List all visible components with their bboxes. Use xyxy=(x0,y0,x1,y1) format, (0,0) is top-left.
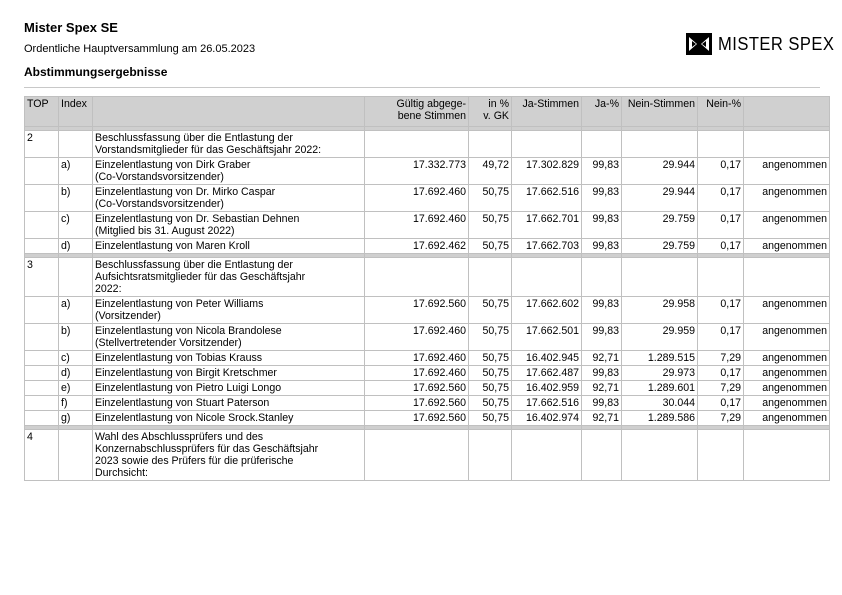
agenda-number: 4 xyxy=(25,430,59,481)
yes-votes: 17.662.701 xyxy=(512,212,582,239)
yes-percent: 99,83 xyxy=(582,297,622,324)
table-header-row xyxy=(25,97,830,127)
empty-cell xyxy=(744,258,830,297)
agenda-number: 2 xyxy=(25,131,59,158)
no-votes: 29.944 xyxy=(622,185,698,212)
item-description xyxy=(93,239,365,254)
item-description-line: (Co-Vorstandsvorsitzender) xyxy=(95,198,224,210)
col-no-votes: Nein-Stimmen xyxy=(622,97,698,127)
no-votes: 29.958 xyxy=(622,297,698,324)
percent-capital: 50,75 xyxy=(469,297,512,324)
empty-cell xyxy=(25,158,59,185)
results-table xyxy=(24,96,830,481)
document-title: Abstimmungsergebnisse xyxy=(24,65,168,79)
item-index: f) xyxy=(59,396,93,411)
valid-votes: 17.332.773 xyxy=(365,158,469,185)
valid-votes: 17.692.560 xyxy=(365,297,469,324)
header-divider xyxy=(24,87,820,88)
empty-cell xyxy=(59,258,93,297)
percent-capital: 50,75 xyxy=(469,185,512,212)
no-percent: 0,17 xyxy=(698,366,744,381)
item-description xyxy=(93,396,365,411)
empty-cell xyxy=(365,258,469,297)
item-index: a) xyxy=(59,297,93,324)
no-votes: 29.759 xyxy=(622,239,698,254)
empty-cell xyxy=(25,212,59,239)
percent-capital: 50,75 xyxy=(469,366,512,381)
table-row xyxy=(25,396,830,411)
item-description xyxy=(93,185,365,212)
table-row xyxy=(25,297,830,324)
no-percent: 0,17 xyxy=(698,212,744,239)
agenda-title xyxy=(93,131,365,158)
col-percent-capital xyxy=(469,97,512,127)
item-description xyxy=(93,297,365,324)
percent-capital: 50,75 xyxy=(469,351,512,366)
item-description-line: (Stellvertretender Vorsitzender) xyxy=(95,337,242,349)
yes-votes: 17.662.516 xyxy=(512,185,582,212)
item-description xyxy=(93,212,365,239)
valid-votes: 17.692.460 xyxy=(365,351,469,366)
col-pct-line1: in % xyxy=(488,98,509,110)
yes-percent: 99,83 xyxy=(582,212,622,239)
percent-capital: 50,75 xyxy=(469,239,512,254)
item-description-line: (Vorsitzender) xyxy=(95,310,161,322)
percent-capital: 50,75 xyxy=(469,324,512,351)
empty-cell xyxy=(59,131,93,158)
yes-votes: 17.662.487 xyxy=(512,366,582,381)
result-status: angenommen xyxy=(744,185,830,212)
item-description-line: Einzelentlastung von Pietro Luigi Longo xyxy=(95,382,282,394)
valid-votes: 17.692.560 xyxy=(365,411,469,426)
yes-percent: 99,83 xyxy=(582,185,622,212)
item-index: b) xyxy=(59,185,93,212)
agenda-title-line: 2023 sowie des Prüfers für die prüferische xyxy=(95,455,294,467)
valid-votes: 17.692.462 xyxy=(365,239,469,254)
empty-cell xyxy=(469,131,512,158)
item-description xyxy=(93,381,365,396)
agenda-title-line: Vorstandsmitglieder für das Geschäftsjahr 2022: xyxy=(95,144,322,156)
empty-cell xyxy=(59,430,93,481)
empty-cell xyxy=(512,258,582,297)
no-votes: 1.289.601 xyxy=(622,381,698,396)
result-status: angenommen xyxy=(744,297,830,324)
logo-mark-icon xyxy=(686,33,712,55)
table-row xyxy=(25,185,830,212)
empty-cell xyxy=(582,131,622,158)
company-name: Mister Spex SE xyxy=(24,20,118,35)
mister-spex-logo xyxy=(686,32,842,56)
empty-cell xyxy=(744,430,830,481)
no-votes: 29.759 xyxy=(622,212,698,239)
agenda-title-line: Durchsicht: xyxy=(95,467,148,479)
result-status: angenommen xyxy=(744,351,830,366)
empty-cell xyxy=(698,430,744,481)
empty-cell xyxy=(698,131,744,158)
valid-votes: 17.692.460 xyxy=(365,366,469,381)
item-description-line: Einzelentlastung von Nicole Srock.Stanley xyxy=(95,412,294,424)
no-votes: 29.973 xyxy=(622,366,698,381)
empty-cell xyxy=(698,258,744,297)
yes-votes: 16.402.974 xyxy=(512,411,582,426)
empty-cell xyxy=(25,366,59,381)
percent-capital: 50,75 xyxy=(469,396,512,411)
table-row xyxy=(25,411,830,426)
no-percent: 0,17 xyxy=(698,239,744,254)
yes-votes: 17.302.829 xyxy=(512,158,582,185)
empty-cell xyxy=(622,258,698,297)
no-percent: 0,17 xyxy=(698,158,744,185)
empty-cell xyxy=(25,185,59,212)
col-result xyxy=(744,97,830,127)
empty-cell xyxy=(365,131,469,158)
percent-capital: 50,75 xyxy=(469,411,512,426)
valid-votes: 17.692.460 xyxy=(365,185,469,212)
agenda-item-row xyxy=(25,430,830,481)
empty-cell xyxy=(25,411,59,426)
item-index: g) xyxy=(59,411,93,426)
agenda-title-line: Konzernabschlussprüfers für das Geschäftsjahr xyxy=(95,443,319,455)
item-index: a) xyxy=(59,158,93,185)
result-status: angenommen xyxy=(744,212,830,239)
table-row xyxy=(25,324,830,351)
empty-cell xyxy=(512,131,582,158)
item-description-line: (Co-Vorstandsvorsitzender) xyxy=(95,171,224,183)
item-description-line: Einzelentlastung von Peter Williams xyxy=(95,298,264,310)
item-index: c) xyxy=(59,351,93,366)
empty-cell xyxy=(744,131,830,158)
yes-votes: 17.662.516 xyxy=(512,396,582,411)
empty-cell xyxy=(25,297,59,324)
valid-votes: 17.692.560 xyxy=(365,381,469,396)
agenda-title xyxy=(93,430,365,481)
no-percent: 7,29 xyxy=(698,351,744,366)
agenda-title xyxy=(93,258,365,297)
item-index: e) xyxy=(59,381,93,396)
result-status: angenommen xyxy=(744,366,830,381)
yes-votes: 17.662.703 xyxy=(512,239,582,254)
empty-cell xyxy=(25,324,59,351)
item-description xyxy=(93,324,365,351)
agenda-item-row xyxy=(25,131,830,158)
item-description-line: (Mitglied bis 31. August 2022) xyxy=(95,225,235,237)
item-description-line: Einzelentlastung von Stuart Paterson xyxy=(95,397,270,409)
empty-cell xyxy=(469,258,512,297)
no-percent: 0,17 xyxy=(698,297,744,324)
col-valid-line1: Gültig abgege- xyxy=(396,98,466,110)
no-votes: 1.289.586 xyxy=(622,411,698,426)
result-status: angenommen xyxy=(744,324,830,351)
item-description xyxy=(93,366,365,381)
col-yes-percent: Ja-% xyxy=(582,97,622,127)
item-description-line: Einzelentlastung von Birgit Kretschmer xyxy=(95,367,277,379)
col-index: Index xyxy=(59,97,93,127)
table-row xyxy=(25,351,830,366)
no-votes: 1.289.515 xyxy=(622,351,698,366)
item-index: b) xyxy=(59,324,93,351)
result-status: angenommen xyxy=(744,381,830,396)
item-description-line: Einzelentlastung von Dr. Mirko Caspar xyxy=(95,186,276,198)
empty-cell xyxy=(25,351,59,366)
empty-cell xyxy=(582,258,622,297)
result-status: angenommen xyxy=(744,158,830,185)
percent-capital: 49,72 xyxy=(469,158,512,185)
no-percent: 0,17 xyxy=(698,185,744,212)
table-body xyxy=(25,127,830,481)
empty-cell xyxy=(25,239,59,254)
logo-text: MISTER SPEX xyxy=(718,33,835,54)
empty-cell xyxy=(469,430,512,481)
no-percent: 7,29 xyxy=(698,381,744,396)
meeting-subtitle: Ordentliche Hauptversammlung am 26.05.2023 xyxy=(24,43,256,55)
empty-cell xyxy=(25,381,59,396)
empty-cell xyxy=(622,430,698,481)
empty-cell xyxy=(582,430,622,481)
percent-capital: 50,75 xyxy=(469,212,512,239)
item-description-line: Einzelentlastung von Dirk Graber xyxy=(95,159,251,171)
empty-cell xyxy=(512,430,582,481)
item-description-line: Einzelentlastung von Maren Kroll xyxy=(95,240,250,252)
empty-cell xyxy=(622,131,698,158)
col-description xyxy=(93,97,365,127)
yes-percent: 99,83 xyxy=(582,158,622,185)
agenda-item-row xyxy=(25,258,830,297)
empty-cell xyxy=(365,430,469,481)
agenda-title-line: Wahl des Abschlussprüfers und des xyxy=(95,431,264,443)
yes-votes: 17.662.501 xyxy=(512,324,582,351)
yes-percent: 99,83 xyxy=(582,366,622,381)
yes-percent: 99,83 xyxy=(582,239,622,254)
item-description xyxy=(93,158,365,185)
yes-percent: 99,83 xyxy=(582,324,622,351)
item-description-line: Einzelentlastung von Dr. Sebastian Dehnen xyxy=(95,213,300,225)
valid-votes: 17.692.460 xyxy=(365,324,469,351)
valid-votes: 17.692.560 xyxy=(365,396,469,411)
yes-votes: 16.402.945 xyxy=(512,351,582,366)
yes-votes: 17.662.602 xyxy=(512,297,582,324)
yes-percent: 99,83 xyxy=(582,396,622,411)
item-description-line: Einzelentlastung von Tobias Krauss xyxy=(95,352,263,364)
item-index: d) xyxy=(59,239,93,254)
no-percent: 0,17 xyxy=(698,396,744,411)
result-status: angenommen xyxy=(744,411,830,426)
agenda-title-line: Aufsichtsratsmitglieder für das Geschäftsjahr xyxy=(95,271,306,283)
item-description-line: Einzelentlastung von Nicola Brandolese xyxy=(95,325,282,337)
table-row xyxy=(25,239,830,254)
item-description xyxy=(93,411,365,426)
no-percent: 7,29 xyxy=(698,411,744,426)
yes-percent: 92,71 xyxy=(582,381,622,396)
no-votes: 29.959 xyxy=(622,324,698,351)
yes-percent: 92,71 xyxy=(582,351,622,366)
col-valid-line2: bene Stimmen xyxy=(397,110,466,122)
col-no-percent: Nein-% xyxy=(698,97,744,127)
item-index: d) xyxy=(59,366,93,381)
empty-cell xyxy=(25,396,59,411)
no-votes: 30.044 xyxy=(622,396,698,411)
agenda-title-line: Beschlussfassung über die Entlastung der xyxy=(95,132,293,144)
agenda-title-line: Beschlussfassung über die Entlastung der xyxy=(95,259,293,271)
item-index: c) xyxy=(59,212,93,239)
table-row xyxy=(25,158,830,185)
percent-capital: 50,75 xyxy=(469,381,512,396)
col-yes-votes: Ja-Stimmen xyxy=(512,97,582,127)
no-votes: 29.944 xyxy=(622,158,698,185)
table-row xyxy=(25,381,830,396)
table-row xyxy=(25,212,830,239)
table-row xyxy=(25,366,830,381)
col-pct-line2: v. GK xyxy=(483,110,509,122)
yes-percent: 92,71 xyxy=(582,411,622,426)
agenda-number: 3 xyxy=(25,258,59,297)
no-percent: 0,17 xyxy=(698,324,744,351)
agenda-title-line: 2022: xyxy=(95,283,122,295)
col-top: TOP xyxy=(25,97,59,127)
col-valid-votes xyxy=(365,97,469,127)
yes-votes: 16.402.959 xyxy=(512,381,582,396)
result-status: angenommen xyxy=(744,239,830,254)
item-description xyxy=(93,351,365,366)
valid-votes: 17.692.460 xyxy=(365,212,469,239)
result-status: angenommen xyxy=(744,396,830,411)
